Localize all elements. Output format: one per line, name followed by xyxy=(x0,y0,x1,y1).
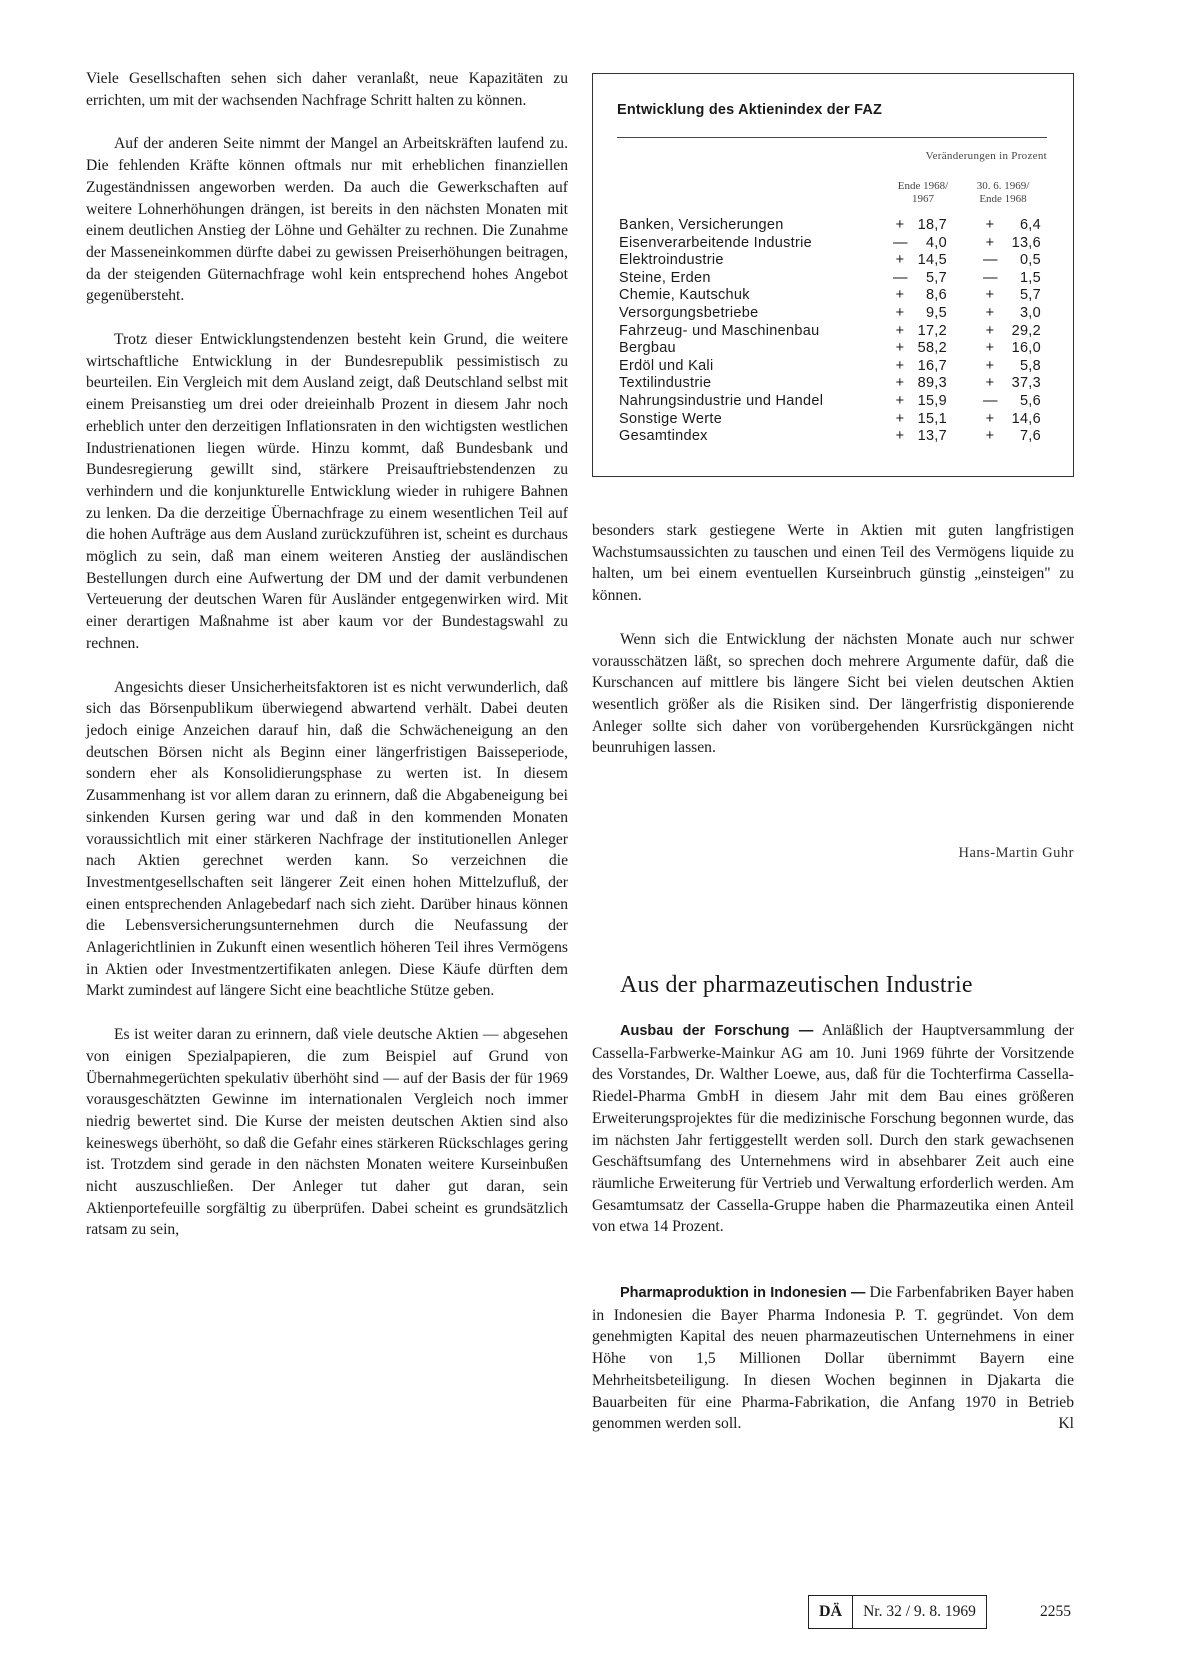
right-column xyxy=(592,520,1074,759)
table-row xyxy=(619,393,1049,411)
row-label: Chemie, Kautschuk xyxy=(619,287,750,304)
body-paragraph: Angesichts dieser Unsicherheitsfaktoren ist es nicht verwunderlich, daß sich das Börsenpublikum überwiegend abwartend verhält. Dabei deuten jedoch einige Anzeichen darauf hin, daß die Schwächeneigung an den deutschen Börsen nicht als Beginn einer längerfristigen Baisseperiode, sondern eher als Konsolidierungsphase zu werten ist. In diesem Zusammenhang ist vor allem daran zu erinnern, daß die Abgabeneigung bei sinkenden Kursen gering war und daß in den kommenden Monaten voraussichtlich mit einer stärkeren Nachfrage der institutionellen Anleger nach Aktien gerechnet werden kann. So verzeichnen die Investmentgesellschaften seit längerer Zeit einen hohen Mittelzufluß, der einen entsprechenden Anlagebedarf nach sich zieht. Darüber hinaus können die Lebensversicherungsunternehmen durch die Neufassung der Anlagerichtlinien in Zukunft einen wesentlich höheren Teil ihres Vermögens in Aktien oder Investmentzertifikaten anlegen. Diese Käufe dürften dem Markt zumindest auf längere Sicht eine beachtliche Stütze geben. xyxy=(86,678,568,1000)
change-sign-1968: + xyxy=(895,340,905,357)
author-name: Hans-Martin Guhr xyxy=(958,845,1074,861)
change-sign-1969: + xyxy=(985,357,995,374)
table-body xyxy=(619,217,1049,446)
change-value-1969: 29,2 xyxy=(1011,322,1041,339)
journal-abbreviation: DÄ xyxy=(809,1596,853,1628)
table-row xyxy=(619,411,1049,429)
change-sign-1969: + xyxy=(985,428,995,445)
row-label: Banken, Versicherungen xyxy=(619,217,784,233)
row-label: Erdöl und Kali xyxy=(619,357,714,374)
left-column xyxy=(86,68,568,1241)
column-header-line: 1967 xyxy=(912,193,934,205)
change-value-1968: 58,2 xyxy=(917,340,947,357)
change-value-1969: 5,7 xyxy=(1019,287,1041,304)
title-divider xyxy=(617,137,1047,138)
change-value-1968: 9,5 xyxy=(925,304,947,321)
change-value-1968: 15,1 xyxy=(917,410,947,427)
table-row xyxy=(619,235,1049,253)
table-row xyxy=(619,358,1049,376)
change-sign-1968: + xyxy=(895,287,905,304)
news-item-runin: Pharmaproduktion in Indonesien — xyxy=(620,1285,866,1302)
column-group-header: Veränderungen in Prozent xyxy=(925,150,1047,162)
news-item-runin: Ausbau der Forschung — xyxy=(620,1023,814,1039)
change-value-1969: 7,6 xyxy=(1019,428,1041,445)
change-value-1969: 16,0 xyxy=(1011,340,1041,357)
change-value-1968: 14,5 xyxy=(917,252,947,269)
change-sign-1968: + xyxy=(895,322,905,339)
change-sign-1969: + xyxy=(985,410,995,427)
change-value-1968: 4,0 xyxy=(925,234,947,251)
change-sign-1969: — xyxy=(983,392,998,409)
row-label: Elektroindustrie xyxy=(619,252,724,269)
column-header-line: Ende 1968/ xyxy=(897,180,949,192)
change-value-1969: 5,6 xyxy=(1019,392,1041,409)
row-label: Steine, Erden xyxy=(619,269,711,286)
news-item-text: Anläßlich der Hauptversammlung der Cassella-Farbwerke-Mainkur AG am 10. Juni 1969 führte der Vorsitzende des Vorstandes, Dr. Walther Loewe, aus, daß für die Tochterfirma Cassella-Riedel-Pharma GmbH in diesem Jahr mit dem Bau eines größeren Erweiterungsprojektes für die medizinische Forschung begonnen wurde, das im nächsten Jahr fertiggestellt werden soll. Durch den stark gewachsenen Geschäftsumfang des Unternehmens wird in absehbarer Zeit auch eine räumliche Erweiterung für Vertrieb und Verwaltung erforderlich werden. Am Gesamtumsatz der Cassella-Gruppe haben die Pharmazeutika einen Anteil von etwa 14 Prozent. xyxy=(592,1022,1074,1236)
column-header-line: Ende 1968 xyxy=(979,193,1027,205)
column-header-line: 30. 6. 1969/ xyxy=(976,180,1030,192)
body-paragraph: Auf der anderen Seite nimmt der Mangel an Arbeitskräften laufend zu. Die fehlenden Kräfte können oftmals nur mit erheblichen finanziellen Zugeständnissen angeworben werden. Da auch die Gewerkschaften auf weitere Lohnerhöhungen drängen, ist bereits in den nächsten Monaten mit einem deutlichen Anstieg der Löhne und Gehälter zu rechnen. Die Zunahme der Masseneinkommen dürfte dabei zu gewissen Preiserhöhungen beitragen, da der steigenden Güternachfrage wohl kein entsprechend hohes Angebot gegenübersteht. xyxy=(86,135,568,305)
column-header-1968-1967 xyxy=(883,180,963,206)
change-value-1968: 89,3 xyxy=(917,375,947,392)
body-paragraph: Trotz dieser Entwicklungstendenzen besteht kein Grund, die weitere wirtschaftliche Entwicklung in der Bundesrepublik pessimistisch zu beurteilen. Ein Vergleich mit dem Ausland zeigt, daß Deutschland selbst mit einem Preisanstieg um drei oder dreieinhalb Prozent in diesem Jahr noch erheblich unter den derzeitigen Inflationsraten in den wichtigsten westlichen Industrienationen liegen würde. Hinzu kommt, daß Bundesbank und Bundesregierung gewillt sind, stärkere Preisauftriebstendenzen zu verhindern und die konjunkturelle Entwicklung wieder in ruhigere Bahnen zu lenken. Da die derzeitige Übernachfrage zu einem wesentlichen Teil auf die hohen Aufträge aus dem Ausland zurückzuführen ist, scheint es durchaus möglich zu sein, daß man einem weiteren Anstieg der ausländischen Bestellungen durch eine Aufwertung der DM und der damit verbundenen Verteuerung der deutschen Waren für Ausländer entgegenwirken wird. Mit einer derartigen Maßnahme ist aber kaum vor der Bundestagswahl zu rechnen. xyxy=(86,331,568,652)
change-value-1969: 5,8 xyxy=(1019,357,1041,374)
row-label: Fahrzeug- und Maschinenbau xyxy=(619,322,820,339)
change-sign-1968: + xyxy=(895,375,905,392)
change-value-1968: 13,7 xyxy=(917,428,947,445)
change-sign-1969: — xyxy=(983,252,998,269)
change-sign-1969: + xyxy=(985,340,995,357)
row-label: Versorgungsbetriebe xyxy=(619,304,759,321)
change-sign-1968: + xyxy=(895,428,905,445)
change-value-1969: 6,4 xyxy=(1019,217,1041,233)
table-row xyxy=(619,375,1049,393)
change-value-1969: 1,5 xyxy=(1019,269,1041,286)
change-value-1968: 16,7 xyxy=(917,357,947,374)
issue-info: Nr. 32 / 9. 8. 1969 xyxy=(863,1603,976,1620)
row-label: Nahrungsindustrie und Handel xyxy=(619,392,824,409)
journal-footer xyxy=(808,1595,987,1629)
table-title: Entwicklung des Aktienindex der FAZ xyxy=(617,102,883,118)
change-value-1968: 8,6 xyxy=(925,287,947,304)
row-label: Gesamtindex xyxy=(619,428,708,445)
change-sign-1969: — xyxy=(983,269,998,286)
author-initials: Kl xyxy=(1058,1415,1074,1433)
row-label: Bergbau xyxy=(619,340,676,357)
change-sign-1968: + xyxy=(895,304,905,321)
change-sign-1969: + xyxy=(985,322,995,339)
change-sign-1968: + xyxy=(895,252,905,269)
change-value-1969: 13,6 xyxy=(1011,234,1041,251)
faz-index-table xyxy=(592,73,1074,477)
row-label: Sonstige Werte xyxy=(619,410,723,427)
change-value-1968: 5,7 xyxy=(925,269,947,286)
change-value-1968: 18,7 xyxy=(917,217,947,233)
change-sign-1969: + xyxy=(985,304,995,321)
change-value-1968: 15,9 xyxy=(917,392,947,409)
change-sign-1968: — xyxy=(893,234,908,251)
change-sign-1968: + xyxy=(895,357,905,374)
change-sign-1969: + xyxy=(985,234,995,251)
change-sign-1968: — xyxy=(893,269,908,286)
table-row xyxy=(619,270,1049,288)
change-sign-1969: + xyxy=(985,287,995,304)
change-value-1969: 14,6 xyxy=(1011,410,1041,427)
news-item xyxy=(592,1282,1074,1435)
body-paragraph: Es ist weiter daran zu erinnern, daß viele deutsche Aktien — abgesehen von einigen Spezialpapieren, die zum Beispiel auf Grund von Übernahmegerüchten spekulativ überhöht sind — auf der Basis der für 1969 vorausgeschätzten Gewinne im internationalen Vergleich noch immer niedrig bewertet sind. Die Kurse der meisten deutschen Aktien sind also keineswegs überhöht, so daß die Gefahr eines stärkeren Rückschlages gering ist. Trotzdem sind gerade in den nächsten Monaten weitere Kurseinbußen nicht auszuschließen. Der Anleger tut daher gut daran, sein Aktienportefeuille sorgfältig zu überprüfen. Dabei scheint es grundsätzlich ratsam zu sein, xyxy=(86,1026,568,1239)
page-number: 2255 xyxy=(1040,1603,1071,1620)
table-row xyxy=(619,305,1049,323)
table-row xyxy=(619,323,1049,341)
table-row xyxy=(619,252,1049,270)
change-sign-1968: + xyxy=(895,410,905,427)
change-sign-1968: + xyxy=(895,217,905,233)
column-header-1969-1968 xyxy=(963,180,1043,206)
section-heading: Aus der pharmazeutischen Industrie xyxy=(620,972,973,998)
change-sign-1968: + xyxy=(895,392,905,409)
change-sign-1969: + xyxy=(985,217,995,233)
pharma-section xyxy=(592,1020,1074,1435)
table-row xyxy=(619,340,1049,358)
change-value-1969: 0,5 xyxy=(1019,252,1041,269)
change-value-1968: 17,2 xyxy=(917,322,947,339)
body-paragraph: Wenn sich die Entwicklung der nächsten Monate auch nur schwer vorausschätzen läßt, so sprechen doch mehrere Argumente dafür, daß die Kurschancen auf mittlere bis längere Sicht bei vielen deutschen Aktien wesentlich größer als die Risiken sind. Der längerfristig disponierende Anleger sollte sich daher von vorübergehenden Kursrückgängen nicht beunruhigen lassen. xyxy=(592,630,1074,757)
change-value-1969: 37,3 xyxy=(1011,375,1041,392)
row-label: Textilindustrie xyxy=(619,375,712,392)
change-value-1969: 3,0 xyxy=(1019,304,1041,321)
table-row xyxy=(619,428,1049,446)
news-item-text: Die Farbenfabriken Bayer haben in Indonesien die Bayer Pharma Indonesia P. T. gegründet. Von dem genehmigten Kapital des neuen pharmazeutischen Unternehmens in einer Höhe von 1,5 Millionen Dollar übernimmt Bayern eine Mehrheitsbeteiligung. In diesen Wochen beginnen in Djakarta die Bauarbeiten für eine Pharma-Fabrikation, die Anfang 1970 in Betrieb genommen werden soll. xyxy=(592,1284,1074,1433)
row-label: Eisenverarbeitende Industrie xyxy=(619,234,812,251)
news-item xyxy=(592,1020,1074,1238)
body-paragraph: besonders stark gestiegene Werte in Aktien mit guten langfristigen Wachstumsaussichten zu tauschen und einen Teil des Vermögens liquide zu halten, um bei einem eventuellen Kurseinbruch günstig „einsteigen" zu können. xyxy=(592,522,1074,605)
change-sign-1969: + xyxy=(985,375,995,392)
table-row xyxy=(619,287,1049,305)
body-paragraph: Viele Gesellschaften sehen sich daher veranlaßt, neue Kapazitäten zu errichten, um mit der wachsenden Nachfrage Schritt halten zu können. xyxy=(86,70,568,109)
table-row xyxy=(619,217,1049,235)
